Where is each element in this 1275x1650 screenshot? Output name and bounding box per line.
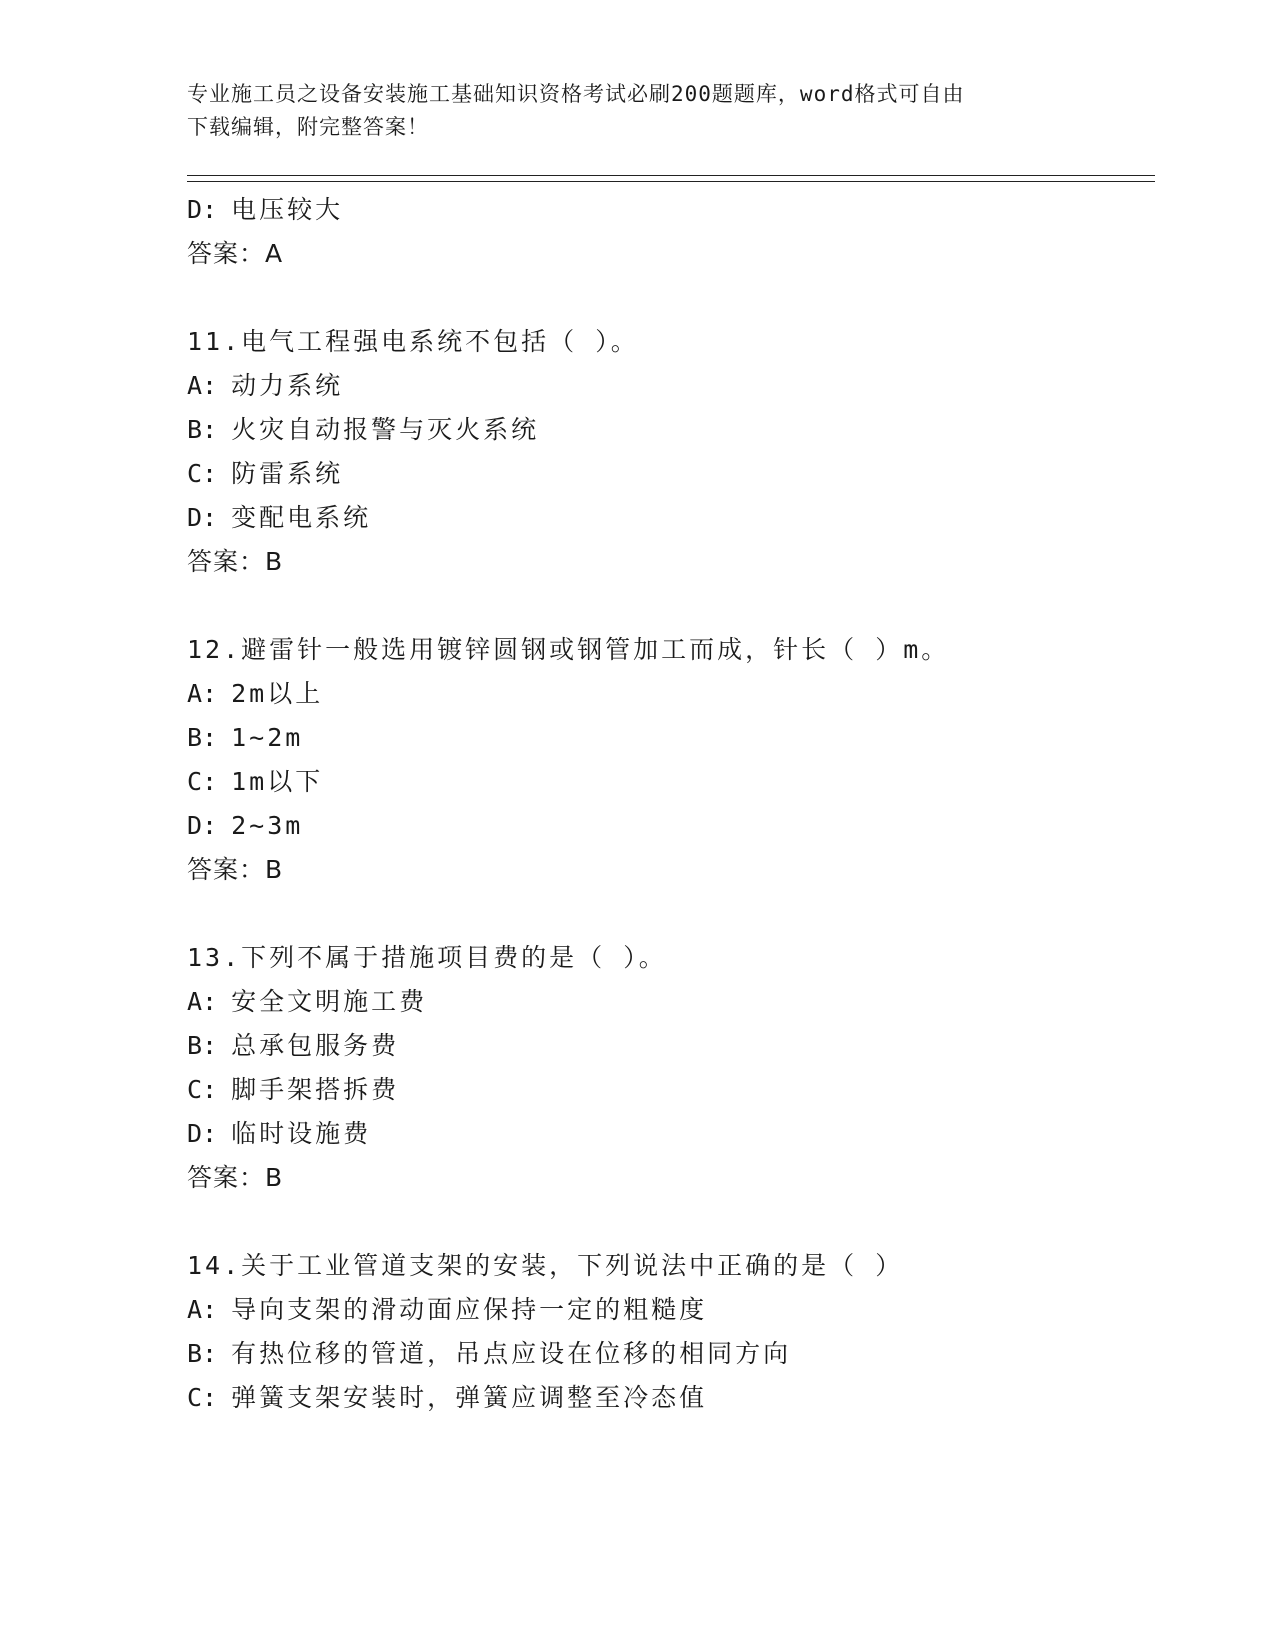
option-a (187, 982, 427, 1022)
document-header (187, 78, 1087, 144)
option-label: A: (187, 679, 218, 708)
option-c (187, 454, 343, 494)
option-text: 有热位移的管道，吊点应设在位移的相同方向 (231, 1339, 792, 1368)
option-text: 火灾自动报警与灭火系统 (231, 415, 540, 444)
header-line-2: 下载编辑，附完整答案！ (187, 115, 429, 139)
option-label: D: (187, 195, 218, 224)
option-text: 动力系统 (231, 371, 344, 400)
option-text: 临时设施费 (231, 1119, 372, 1148)
option-text: 1~2m (231, 723, 304, 752)
option-label: A: (187, 1295, 218, 1324)
option-label: C: (187, 1383, 218, 1412)
header-line-1: 专业施工员之设备安装施工基础知识资格考试必刷200题题库，word格式可自由 (187, 82, 965, 106)
option-c (187, 1070, 399, 1110)
option-text: 2~3m (231, 811, 304, 840)
option-label: D: (187, 811, 218, 840)
option-label: B: (187, 415, 218, 444)
option-text: 导向支架的滑动面应保持一定的粗糙度 (231, 1295, 708, 1324)
option-text: 脚手架搭拆费 (231, 1075, 400, 1104)
option-b (187, 410, 539, 450)
option-d (187, 190, 343, 230)
option-a (187, 1290, 707, 1330)
option-label: A: (187, 987, 218, 1016)
option-a (187, 366, 343, 406)
option-text: 总承包服务费 (231, 1031, 400, 1060)
option-label: A: (187, 371, 218, 400)
option-text: 变配电系统 (231, 503, 372, 532)
option-text: 安全文明施工费 (231, 987, 428, 1016)
option-label: C: (187, 767, 218, 796)
option-d (187, 1114, 371, 1154)
answer: 答案：B (187, 1163, 284, 1192)
answer: 答案：B (187, 855, 284, 884)
answer: 答案：B (187, 547, 284, 576)
option-text: 1m以下 (231, 767, 324, 796)
option-a (187, 674, 323, 714)
question-stem: 13.下列不属于措施项目费的是（ ）。 (187, 943, 667, 972)
option-label: B: (187, 1339, 218, 1368)
option-b (187, 718, 303, 758)
question-stem: 14.关于工业管道支架的安装，下列说法中正确的是（ ） (187, 1251, 904, 1280)
option-c (187, 762, 323, 802)
option-b (187, 1334, 791, 1374)
option-text: 弹簧支架安装时，弹簧应调整至冷态值 (231, 1383, 708, 1412)
option-d (187, 498, 371, 538)
option-c (187, 1378, 707, 1418)
option-label: D: (187, 1119, 218, 1148)
option-text: 2m以上 (231, 679, 324, 708)
option-d (187, 806, 303, 846)
option-label: C: (187, 1075, 218, 1104)
option-label: C: (187, 459, 218, 488)
option-label: B: (187, 1031, 218, 1060)
question-stem: 12.避雷针一般选用镀锌圆钢或钢管加工而成，针长（ ）m。 (187, 635, 950, 664)
option-label: B: (187, 723, 218, 752)
question-stem: 11.电气工程强电系统不包括（ ）。 (187, 327, 639, 356)
option-text: 电压较大 (231, 195, 344, 224)
option-label: D: (187, 503, 218, 532)
header-rule-bottom (187, 181, 1155, 182)
answer: 答案：A (187, 239, 284, 268)
option-b (187, 1026, 399, 1066)
header-rule-top (187, 175, 1155, 176)
option-text: 防雷系统 (231, 459, 344, 488)
